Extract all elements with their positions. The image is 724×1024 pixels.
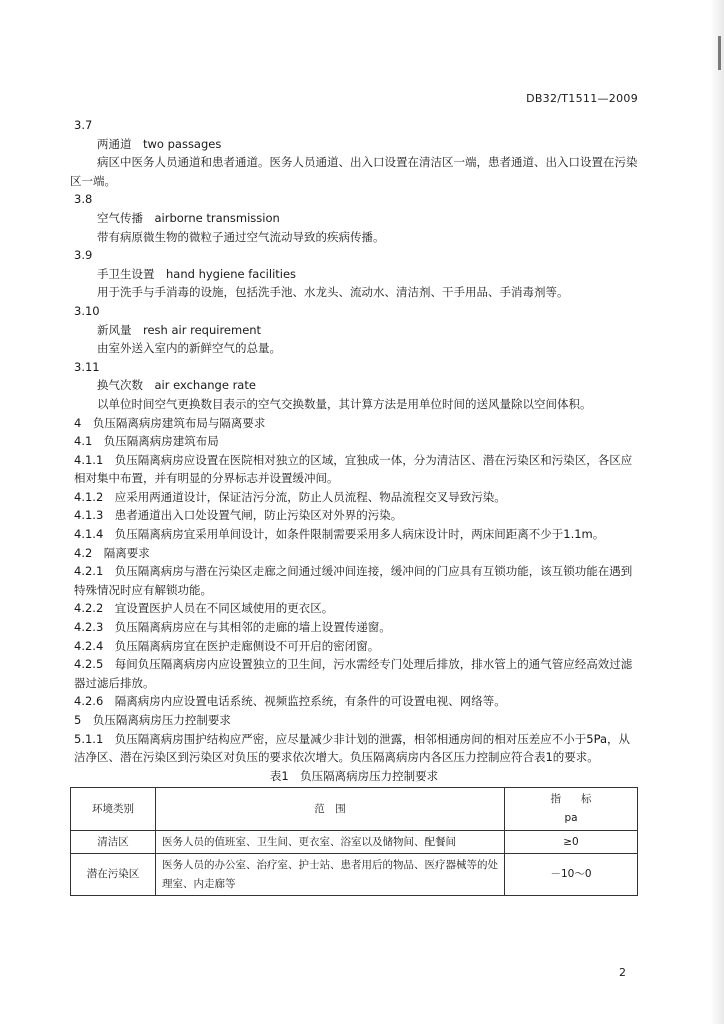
- table-title: 表1 负压隔离病房压力控制要求: [269, 768, 439, 783]
- subsection-heading: 4.1 负压隔离病房建筑布局: [74, 434, 219, 449]
- clause-paragraph: 4.2.5 每间负压隔离病房内应设置独立的卫生间，污水需经专门处理后排放，排水管上的通气管应经高效过滤器过滤后排放。: [74, 657, 633, 690]
- term-definition: 病区中医务人员通道和患者通道。医务人员通道、出入口设置在清洁区一端，患者通道、出入口设置在污染区一端。: [70, 155, 638, 188]
- document-code: DB32/T1511—2009: [526, 92, 638, 105]
- section-heading: 4 负压隔离病房建筑布局与隔离要求: [74, 415, 266, 430]
- header-environment: 环境类别: [71, 788, 156, 830]
- clause-number: 3.8: [74, 192, 93, 207]
- cell-environment: 潜在污染区: [71, 854, 156, 896]
- header-indicator-unit: pa: [564, 811, 578, 824]
- table-header-row: [71, 788, 638, 830]
- cell-value: ≥0: [505, 830, 638, 854]
- term-heading: 两通道 two passages: [97, 136, 222, 151]
- cell-value: －10～0: [505, 854, 638, 896]
- clause-number: 3.10: [74, 303, 100, 318]
- term-definition: 以单位时间空气更换数目表示的空气交换数量，其计算方法是用单位时间的送风量除以空间体积。: [97, 396, 592, 411]
- clause-paragraph: 4.2.3 负压隔离病房应在与其相邻的走廊的墙上设置传递窗。: [74, 620, 391, 635]
- section-heading: 5 负压隔离病房压力控制要求: [74, 713, 231, 727]
- clause-paragraph: 4.1.1 负压隔离病房应设置在医院相对独立的区域，宜独成一体，分为清洁区、潜在污染区和污染区，各区应相对集中布置，并有明显的分界标志并设置缓冲间。: [74, 452, 633, 486]
- clause-paragraph: 4.2.6 隔离病房内应设置电话系统、视频监控系统，有条件的可设置电视、网络等。: [74, 694, 506, 709]
- clause-number: 3.11: [74, 359, 100, 374]
- table-row: [71, 854, 638, 896]
- cell-scope: 医务人员的办公室、治疗室、护士站、患者用后的物品、医疗器械等的处理室、内走廊等: [156, 854, 505, 896]
- clause-paragraph: 4.2.1 负压隔离病房与潜在污染区走廊之间通过缓冲间连接，缓冲间的门应具有互锁功能，该互锁功能在遇到特殊情况时应有解锁功能。: [74, 564, 633, 597]
- table-row: [71, 830, 638, 854]
- term-definition: 由室外送入室内的新鲜空气的总量。: [97, 341, 281, 356]
- header-indicator: [505, 788, 638, 830]
- clause-number: 3.7: [74, 118, 93, 132]
- subsection-heading: 4.2 隔离要求: [74, 545, 150, 560]
- clause-number: 3.9: [74, 248, 93, 263]
- clause-paragraph: 4.1.3 患者通道出入口处设置气闸，防止污染区对外界的污染。: [74, 508, 403, 523]
- term-definition: 用于洗手与手消毒的设施，包括洗手池、水龙头、流动水、清洁剂、干手用品、手消毒剂等。: [97, 285, 569, 300]
- clause-paragraph: 4.2.4 负压隔离病房宜在医护走廊侧设不可开启的密闭窗。: [74, 638, 380, 653]
- clause-paragraph: 4.1.4 负压隔离病房宜采用单间设计，如条件限制需要采用多人病床设计时，两床间距离不少于1.1m。: [74, 527, 605, 542]
- term-heading: 空气传播 airborne transmission: [97, 210, 280, 225]
- clause-paragraph: 4.1.2 应采用两通道设计，保证洁污分流，防止人员流程、物品流程交叉导致污染。: [74, 489, 506, 504]
- term-heading: 手卫生设置 hand hygiene facilities: [97, 266, 297, 281]
- header-scope: 范 围: [156, 788, 505, 830]
- cell-environment: 清洁区: [71, 830, 156, 854]
- clause-paragraph: 5.1.1 负压隔离病房围护结构应严密，应尽量减少非计划的泄露，相邻相通房间的相对压差应不小于5Pa，从洁净区、潜在污染区到污染区对负压的要求依次增大。负压隔离病房内各区压力控制应符合表1的要求。: [74, 731, 631, 765]
- page-number: 2: [619, 966, 626, 979]
- term-heading: 新风量 resh air requirement: [97, 322, 262, 337]
- scan-edge-shadow: [710, 0, 724, 1024]
- cell-scope: 医务人员的值班室、卫生间、更衣室、浴室以及储物间、配餐间: [156, 830, 505, 854]
- pressure-control-table: [70, 787, 638, 896]
- document-body: [70, 116, 638, 896]
- header-indicator-label: 指标: [550, 793, 612, 806]
- scan-edge-mark: [718, 36, 721, 70]
- term-heading: 换气次数 air exchange rate: [97, 378, 256, 393]
- clause-paragraph: 4.2.2 宜设置医护人员在不同区域使用的更衣区。: [74, 601, 334, 616]
- term-definition: 带有病原微生物的微粒子通过空气流动导致的疾病传播。: [97, 229, 385, 244]
